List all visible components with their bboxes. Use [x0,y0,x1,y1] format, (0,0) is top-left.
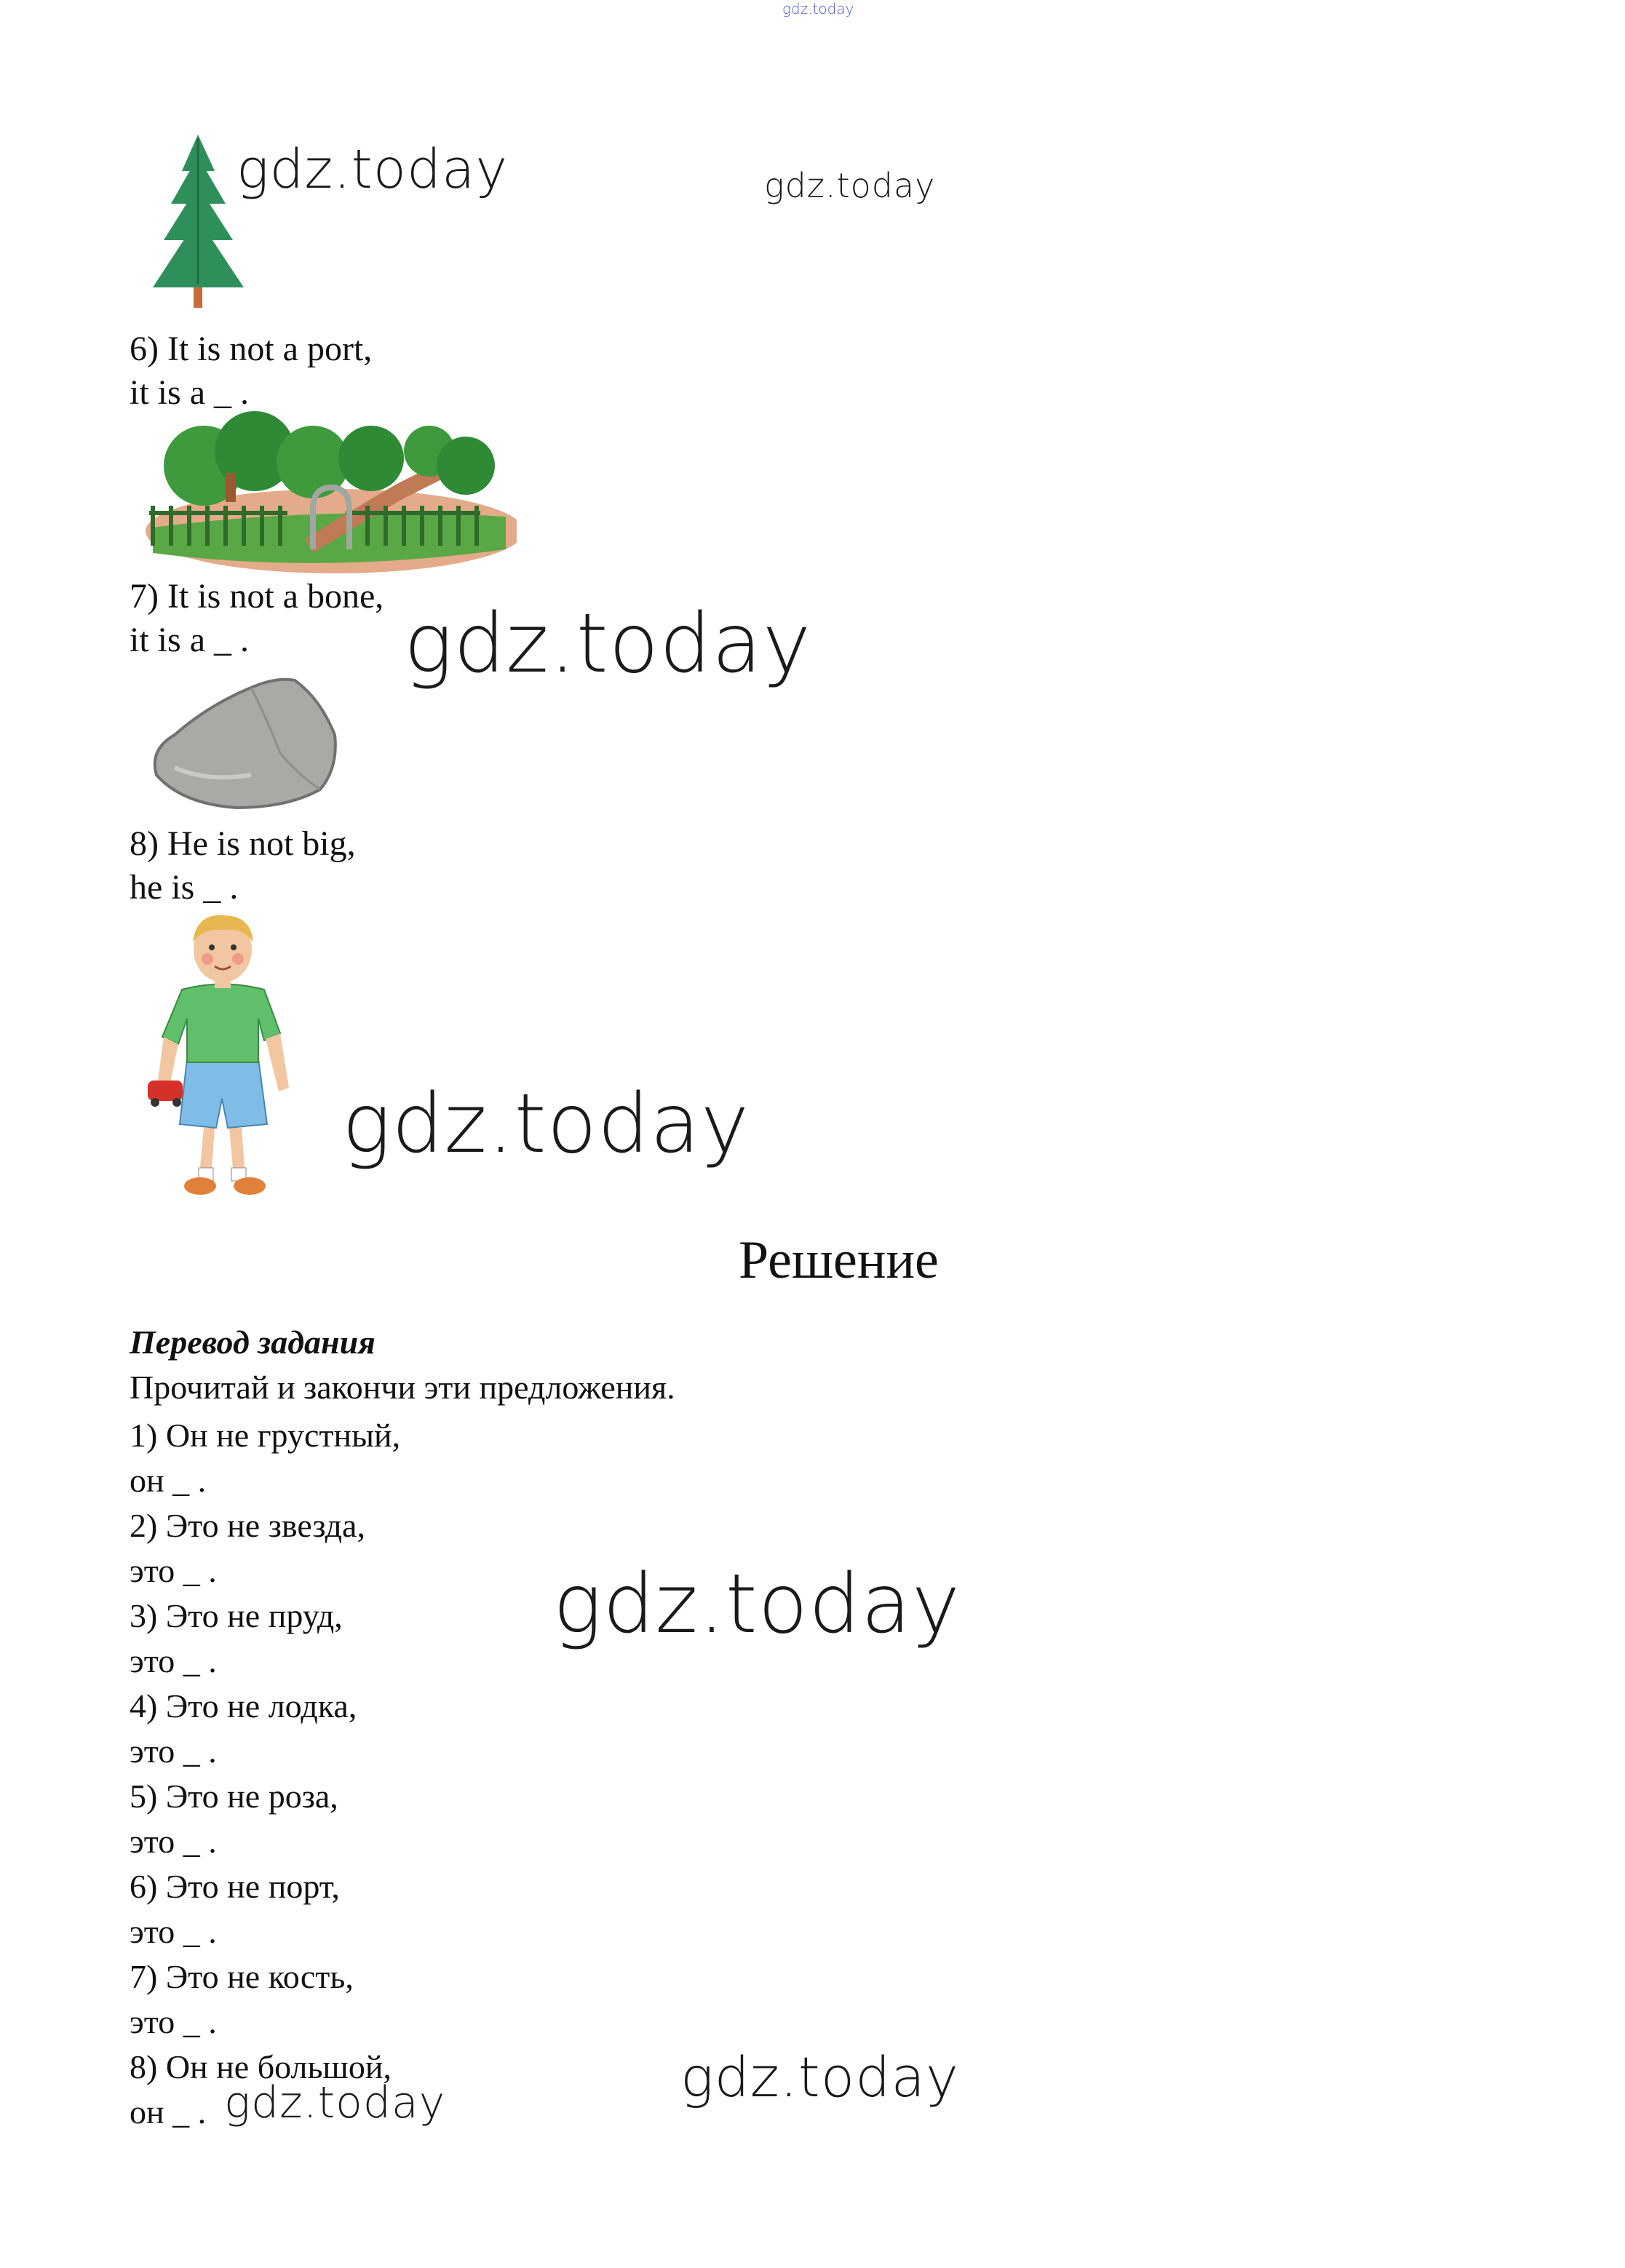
solution-item-2-line1: 2) Это не звезда, [130,1507,365,1544]
boy-watermark: gdz.today [342,1077,750,1171]
solution-item-1-line1: 1) Он не грустный, [130,1417,401,1454]
item-7-line1: 7) It is not a bone, [130,577,384,616]
boy-illustration [142,910,302,1201]
middle-watermark: gdz.today [404,597,812,691]
solution-subtitle: Перевод задания [130,1324,376,1361]
item-6-line2: it is a _ . [130,373,249,412]
item-7-line2: it is a _ . [130,621,249,659]
item-6-line1: 6) It is not a port, [130,330,373,368]
tree-watermark: gdz.today [237,138,509,201]
solution-item-8-line1: 8) Он не большой, [130,2048,392,2085]
solution-item-7-line1: 7) Это не кость, [130,1958,354,1995]
solution-item-3-line2: это _ . [130,1642,217,1679]
solution-item-8-line2: он _ . [130,2093,207,2130]
solution-item-5-line2: это _ . [130,1823,217,1860]
solution-title: Решение [739,1230,939,1290]
solution-item-1-line2: он _ . [130,1462,207,1499]
solution-item-5-line1: 5) Это не роза, [130,1778,338,1815]
bottom-right-watermark: gdz.today [680,2045,959,2109]
solution-item-2-line2: это _ . [130,1552,217,1589]
park-illustration [138,407,517,575]
solution-item-3-line1: 3) Это не пруд, [130,1597,343,1634]
solution-instruction: Прочитай и закончи эти предложения. [130,1369,675,1406]
solution-item-4-line2: это _ . [130,1732,217,1770]
right-watermark: gdz.today [764,166,936,205]
solution-item-4-line1: 4) Это не лодка, [130,1687,357,1724]
bottom-left-watermark: gdz.today [224,2077,446,2128]
item-8-line1: 8) He is not big, [130,824,356,863]
solution-item-6-line2: это _ . [130,1913,217,1950]
header-watermark: gdz.today [782,0,854,17]
solution-item-7-line2: это _ . [130,2003,217,2040]
solution-item-6-line1: 6) Это не порт, [130,1868,340,1905]
stone-illustration [142,666,353,811]
solution-watermark: gdz.today [553,1557,961,1652]
item-8-line2: he is _ . [130,868,239,907]
